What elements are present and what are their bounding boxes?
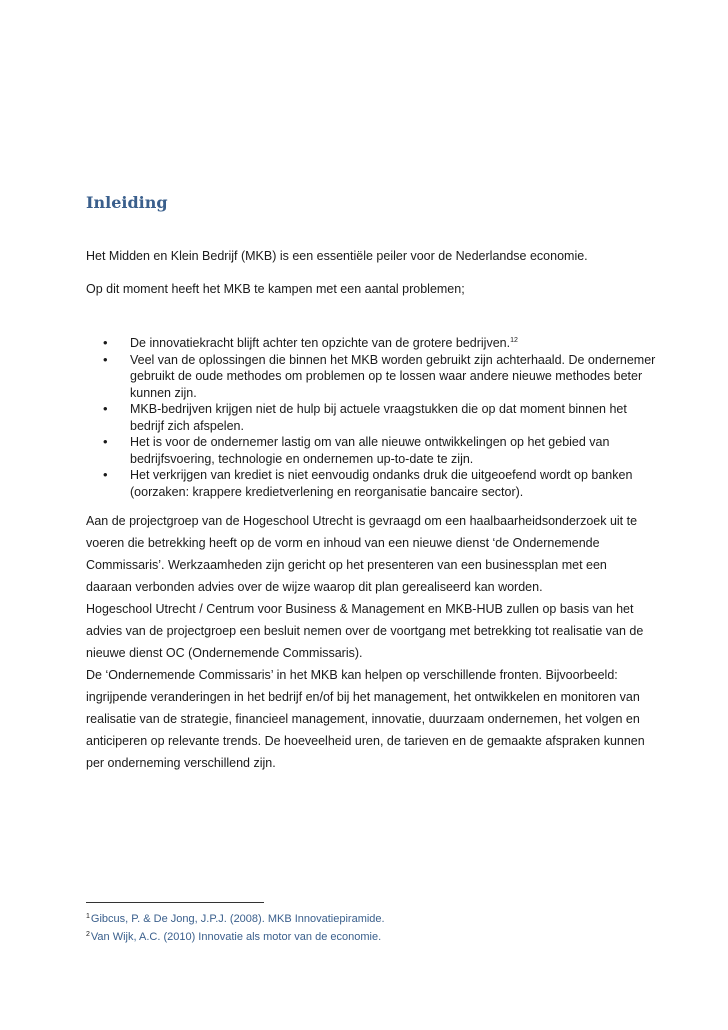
problem-list bbox=[86, 335, 656, 500]
body-paragraph-3: Aan de projectgroep van de Hogeschool Utrecht is gevraagd om een haalbaarheidsonderzoek uit te voeren die betrekking heeft op de vorm en inhoud van een nieuwe dienst ‘de Ondernemende Commissaris’. Werkzaamheden zijn gericht op het presenteren van een businessplan met een daaraan verbonden advies over de wijze waarop dit plan gerealiseerd kan worden. bbox=[86, 514, 638, 594]
list-item bbox=[86, 434, 656, 467]
footnote-1 bbox=[86, 909, 646, 927]
list-item-text: MKB-bedrijven krijgen niet de hulp bij actuele vraagstukken die op dat moment binnen het bedrijf zich afspelen. bbox=[130, 402, 627, 433]
bullet-icon: • bbox=[103, 434, 108, 449]
list-item bbox=[86, 335, 656, 352]
footnote-reference[interactable]: 12 bbox=[510, 337, 518, 344]
list-item-text: Het verkrijgen van krediet is niet eenvoudig ondanks druk die uitgeoefend wordt op banken (oorzaken: krappere kredietverlening en reorganisatie bancaire sector). bbox=[130, 468, 633, 499]
list-item-text: Veel van de oplossingen die binnen het MKB worden gebruikt zijn achterhaald. De ondernemer gebruikt de oude methodes om problemen op te lossen waar andere nieuwe methodes beter kunnen zijn. bbox=[130, 352, 656, 400]
footnote-separator bbox=[86, 902, 264, 903]
footnote-number: 1 bbox=[86, 913, 90, 920]
footnotes bbox=[86, 909, 646, 945]
list-item bbox=[86, 352, 656, 402]
body-paragraph-5: De ‘Ondernemende Commissaris’ in het MKB kan helpen op verschillende fronten. Bijvoorbeeld: ingrijpende veranderingen in het bedrijf en/of bij het management, het ontwikkelen en monitoren van realisatie van de strategie, financieel management, innovatie, duurzaam ondernemen, het volgen en anticiperen op relevante trends. De hoeveelheid uren, de tarieven en de gemaakte afspraken kunnen per onderneming verschillend zijn. bbox=[86, 668, 645, 770]
body-paragraph-4: Hogeschool Utrecht / Centrum voor Business & Management en MKB-HUB zullen op basis van het advies van de projectgroep een besluit nemen over de voortgang met betrekking tot realisatie van de nieuwe dienst OC (Ondernemende Commissaris). bbox=[86, 602, 644, 660]
intro-paragraph-1: Het Midden en Klein Bedrijf (MKB) is een essentiële peiler voor de Nederlandse economie. bbox=[86, 249, 588, 263]
footnote-text: Van Wijk, A.C. (2010) Innovatie als motor van de economie. bbox=[90, 931, 382, 943]
list-item-text: De innovatiekracht blijft achter ten opzichte van de grotere bedrijven. bbox=[130, 336, 511, 350]
list-item bbox=[86, 467, 656, 500]
bullet-icon: • bbox=[103, 351, 108, 367]
bullet-icon: • bbox=[103, 401, 108, 416]
intro-paragraph-2: Op dit moment heeft het MKB te kampen met een aantal problemen; bbox=[86, 282, 465, 296]
footnote-text: Gibcus, P. & De Jong, J.P.J. (2008). MKB Innovatiepiramide. bbox=[90, 913, 385, 925]
footnote-2 bbox=[86, 927, 646, 945]
footnote-number: 2 bbox=[86, 931, 90, 938]
list-item-text: Het is voor de ondernemer lastig om van alle nieuwe ontwikkelingen op het gebied van bedrijfsvoering, technologie en ondernemen up-to-date te zijn. bbox=[130, 435, 610, 466]
bullet-icon: • bbox=[103, 467, 108, 482]
list-item bbox=[86, 401, 656, 434]
bullet-icon: • bbox=[103, 335, 108, 350]
section-heading: Inleiding bbox=[86, 193, 168, 212]
